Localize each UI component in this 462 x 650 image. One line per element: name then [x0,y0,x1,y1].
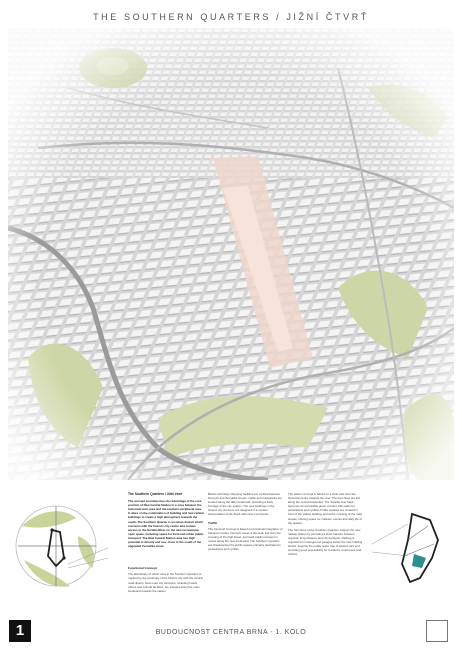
column-paragraph: Blocks with large shopping facilities are located between Dornych and Zvonařka streets. Cafés and restaurants are located along the daily boulevard, providing a lively frontage of the city quarter. The new buildings in the historic city structure are designed in a modern interpretation of the block with inner courtyards. [208,492,282,517]
site-plan-svg-right [368,496,454,600]
site-plan-diagram-right [368,496,454,600]
column-paragraph: The tram lines of the Southern Quarters support the new railway station by providing a short transfer between regional, long-distance and city transport. Parking is organised in underground garages below the new building blocks, keeping the public realm free of parked cars and providing good accessibility for residents, employees and visitors. [288,527,363,557]
section-heading-traffic: Traffic [208,520,218,525]
site-plan-diagram-left [12,496,112,600]
column-paragraph: The transport concept is based on functional integration of transport modes. Dornych street is the main link from the crossing of the high street, and local public transport is routed along the new boulevard. The Southern Quarters are characterised by public spaces primarily dedicated to pedestrians and cyclists. [208,526,283,552]
aerial-view-svg [8,28,454,480]
column-paragraph: The concept counterpoises the advantage of the core position of New Central Station in a zone between the historical town area and the southern peripheral area. It relies on the combination of building and new radical buildings to create a high atmosphere towards the south. The Southern Quarter is an urban district which connects with the historic city centre and creates access to the Svratka River on the new recreational open space, including space for local and urban public transport. The New Central Station area has high potential in density and use, close to the south of the upgraded Zvonařka street. [128,499,204,549]
aerial-city-rendering [8,28,454,480]
footer-title: BUDOUCNOST CENTRA BRNA - 1. KOLO [155,629,307,636]
section-heading-functional-concept: Functional Concept [128,566,157,571]
site-plan-svg-left [12,496,112,600]
page-number-badge: 1 [9,620,31,642]
text-column-1 [128,492,204,596]
column-paragraph: The station concept is based on a clear axis from the historical centre towards the river. The tram lines are led along the central boulevard. The Svratka river bank becomes an accessible green corridor with paths for pedestrians and cyclists. Public squares are created in front of the station building and at the crossing of the main streets, offering space for markets, events and daily life of the quarter. [288,492,363,525]
column-paragraph: The distribution of urban uses in the Southern Quarters is marked by the continuity of the historic city with the central retail district. New inner city functions, including hotels, offices and cultural facilities, are situated along the main boulevard towards the station. [128,572,203,593]
text-column-3 [288,492,364,559]
page-title: THE SOUTHERN QUARTERS / JIŽNÍ ČTVRŤ [93,12,369,22]
column-heading: The Southern Quarters / Jižní čtvrť [128,492,183,496]
footer-logo-box [426,620,448,642]
text-column-2 [208,492,284,554]
